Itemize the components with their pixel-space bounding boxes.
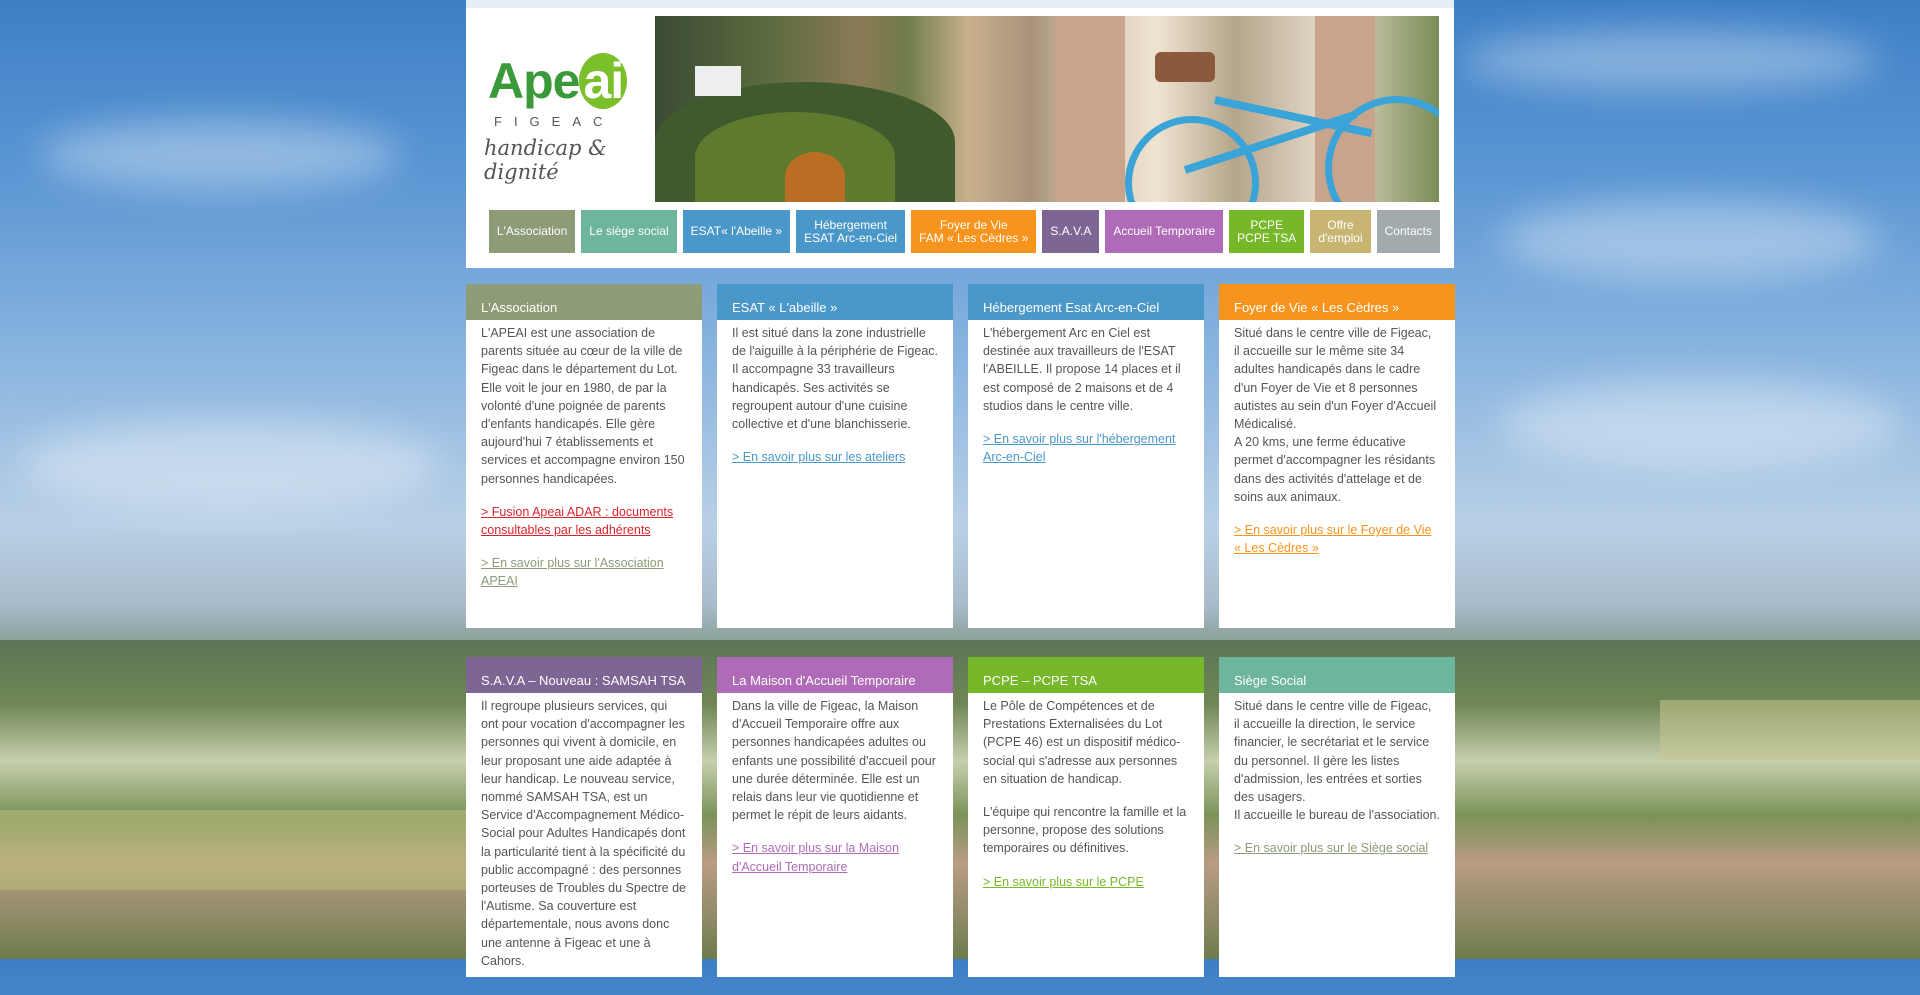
nav-item[interactable]: L'Association bbox=[489, 210, 575, 253]
card-text: L'APEAI est une association de parents située au cœur de la ville de Figeac dans le département du Lot. Elle voit le jour en 1980, de par la volonté d'une poignée de parents d'enfants handicapés. Elle gère aujourd'hui 7 établissements et services et accompagne environ 150 personnes handicapées. bbox=[481, 326, 685, 486]
card-body bbox=[466, 320, 702, 616]
card-header bbox=[1219, 284, 1455, 320]
info-card bbox=[968, 284, 1204, 628]
field bbox=[0, 810, 466, 890]
card-title: ESAT « L'abeille » bbox=[732, 300, 838, 315]
card-header bbox=[1219, 657, 1455, 693]
card-header bbox=[968, 284, 1204, 320]
read-more-link[interactable]: > En savoir plus sur la Maison d'Accueil Temporaire bbox=[732, 841, 900, 874]
nav-item[interactable]: Offre d'emploi bbox=[1310, 210, 1370, 253]
nav-item[interactable]: ESAT« l'Abeille » bbox=[683, 210, 790, 253]
info-card bbox=[1219, 284, 1455, 628]
read-more-link[interactable]: > En savoir plus sur le Siège social bbox=[1234, 841, 1429, 856]
apeai-logo[interactable] bbox=[482, 52, 642, 184]
banner-photo bbox=[655, 16, 1439, 202]
card-header bbox=[717, 657, 953, 693]
card-text: Il est situé dans la zone industrielle de l'aiguille à la périphérie de Figeac. Il accompagne 33 travailleurs handicapés. Ses activités se regroupent autour d'une cuisine collective et d'une blanchisserie. bbox=[732, 326, 938, 432]
card-text-2: L'équipe qui rencontre la famille et la personne, propose des solutions temporaires ou définitives. bbox=[983, 805, 1187, 856]
read-more-link[interactable]: > En savoir plus sur les ateliers bbox=[732, 450, 906, 465]
card-header bbox=[968, 657, 1204, 693]
card-title: Hébergement Esat Arc-en-Ciel bbox=[983, 300, 1160, 315]
read-more-link[interactable]: > En savoir plus sur l'Association APEAI bbox=[481, 556, 664, 589]
card-header bbox=[717, 284, 953, 320]
bike-wheel bbox=[1125, 116, 1259, 202]
nav-item[interactable]: Contacts bbox=[1377, 210, 1440, 253]
card-text: Situé dans le centre ville de Figeac, il accueille sur le même site 34 adultes handicapés dans le cadre d'un Foyer de Vie et 8 personnes autistes au sein d'un Foyer d'Accueil Médicalisé. A 20 kms, une ferme éducative permet d'accompagner les résidants dans des activités d'attelage et de soins aux animaux. bbox=[1234, 326, 1437, 504]
card-title: L'Association bbox=[481, 300, 558, 315]
cloud bbox=[1500, 380, 1900, 470]
nav-item[interactable]: S.A.V.A bbox=[1042, 210, 1099, 253]
card-body bbox=[1219, 693, 1455, 883]
logo-tagline: handicap & dignité bbox=[484, 136, 607, 184]
hills bbox=[0, 640, 1920, 959]
card-title: S.A.V.A – Nouveau : SAMSAH TSA bbox=[481, 673, 686, 688]
basket bbox=[1155, 52, 1215, 82]
cloud bbox=[1460, 30, 1880, 90]
card-header bbox=[466, 284, 702, 320]
logo-wordmark: Apeai bbox=[488, 52, 627, 110]
card-body bbox=[466, 693, 702, 995]
nav-item[interactable]: PCPE PCPE TSA bbox=[1229, 210, 1304, 253]
cloud bbox=[20, 420, 440, 510]
nav-item[interactable]: Accueil Temporaire bbox=[1105, 210, 1223, 253]
card-body bbox=[717, 693, 953, 901]
read-more-link[interactable]: > En savoir plus sur le PCPE bbox=[983, 874, 1144, 889]
card-title: Siège Social bbox=[1234, 673, 1307, 688]
card-title: Foyer de Vie « Les Cèdres » bbox=[1234, 300, 1400, 315]
nav-item[interactable]: Le siège social bbox=[581, 210, 676, 253]
card-body bbox=[968, 320, 1204, 491]
chair bbox=[695, 66, 741, 96]
read-more-link[interactable]: > En savoir plus sur l'hébergement Arc-en-Ciel bbox=[983, 432, 1176, 465]
alert-link[interactable]: > Fusion Apeai ADAR : documents consultables par les adhérents bbox=[481, 504, 674, 538]
site-header bbox=[466, 8, 1454, 268]
nav-item[interactable]: Hébergement ESAT Arc-en-Ciel bbox=[796, 210, 905, 253]
info-card bbox=[1219, 657, 1455, 977]
page-container bbox=[466, 0, 1454, 268]
card-body bbox=[717, 320, 953, 491]
field bbox=[1660, 700, 1920, 760]
card-text: Le Pôle de Compétences et de Prestations Externalisées du Lot (PCPE 46) est un dispositif médico-social qui s'adresse aux personnes en situation de handicap. bbox=[983, 699, 1181, 786]
card-header bbox=[466, 657, 702, 693]
info-card bbox=[466, 657, 702, 977]
flowers bbox=[785, 152, 845, 202]
info-card bbox=[968, 657, 1204, 977]
card-text: Dans la ville de Figeac, la Maison d'Accueil Temporaire offre aux personnes handicapées adultes ou enfants une possibilité d'accueil pour une durée déterminée. Elle est un relais dans leur vie quotidienne et permet le répit de leurs aidants. bbox=[732, 699, 936, 823]
pillar bbox=[1055, 16, 1125, 202]
card-body bbox=[1219, 320, 1455, 582]
cloud bbox=[1500, 200, 1880, 280]
top-strip bbox=[466, 0, 1454, 8]
card-text: Il regroupe plusieurs services, qui ont pour vocation d'accompagner les personnes qui vivent à domicile, en leur proposant une aide adaptée à leur handicap. Le nouveau service, nommé SAMSAH TSA, est un Service d'Accompagnement Médico-Social pour Adultes Handicapés dont la particularité tient à la spécificité du public accompagné : des personnes porteuses de Troubles du Spectre de l'Autisme. Sa couverture est départementale, nous avons donc une antenne à Figeac et une à Cahors. bbox=[481, 699, 686, 968]
nav-item[interactable]: Foyer de Vie FAM « Les Cèdres » bbox=[911, 210, 1036, 253]
info-card bbox=[466, 284, 702, 628]
info-card bbox=[717, 657, 953, 977]
cloud bbox=[40, 120, 400, 190]
card-text: L'hébergement Arc en Ciel est destinée aux travailleurs de l'ESAT l'ABEILLE. Il propose 14 places et il est composé de 2 maisons et de 4 studios dans le centre ville. bbox=[983, 326, 1181, 413]
logo-city: FIGEAC bbox=[494, 114, 615, 129]
main-nav bbox=[489, 210, 1440, 253]
card-text: Situé dans le centre ville de Figeac, il accueille la direction, le service financier, le secrétariat et le service du personnel. Il gère les listes d'admission, les entrées et sorties des usagers. Il accueille le bureau de l'association. bbox=[1234, 699, 1440, 823]
info-card bbox=[717, 284, 953, 628]
card-body bbox=[968, 693, 1204, 916]
card-title: PCPE – PCPE TSA bbox=[983, 673, 1097, 688]
card-title: La Maison d'Accueil Temporaire bbox=[732, 673, 916, 688]
read-more-link[interactable]: > En savoir plus sur le Foyer de Vie « Les Cèdres » bbox=[1234, 523, 1432, 556]
